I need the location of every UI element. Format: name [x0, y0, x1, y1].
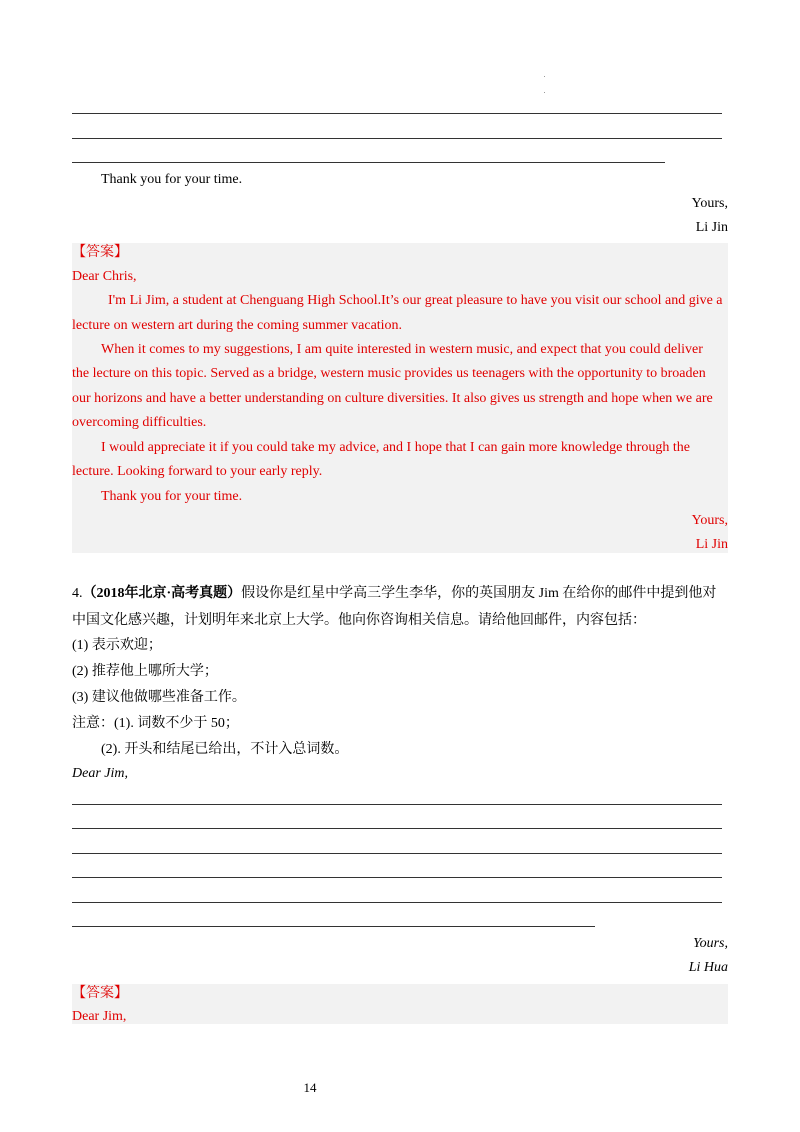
writing-line [72, 877, 722, 878]
answer-greeting: Dear Jim, [72, 1009, 127, 1024]
question-item: (3) 建议他做哪些准备工作。 [72, 690, 246, 705]
question-stem [72, 584, 716, 604]
answer-greeting: Dear Chris, [72, 269, 137, 284]
question-stem-text: 假设你是红星中学高三学生李华，你的英国朋友 Jim 在给你的邮件中提到他对 [241, 586, 717, 601]
answer-sign-off: Yours, [691, 513, 728, 528]
question-item: (2) 推荐他上哪所大学； [72, 664, 218, 679]
answer-paragraph-line: When it comes to my suggestions, I am quite interested in western music, and expect that you could deliver [101, 342, 703, 357]
letter-greeting: Dear Jim, [72, 766, 128, 781]
closing-name: Li Jin [695, 220, 728, 235]
writing-line [72, 853, 722, 854]
writing-line [72, 138, 722, 139]
answer-paragraph-line: lecture. Looking forward to your early reply. [72, 464, 323, 479]
answer-paragraph-line: lecture on western art during the coming summer vacation. [72, 318, 403, 333]
letter-sign-off: Yours, [693, 936, 728, 951]
letter-name: Li Hua [688, 960, 728, 975]
answer-paragraph-line: I would appreciate it if you could take my advice, and I hope that I can gain more knowledge through the [101, 440, 690, 455]
answer-paragraph-line: overcoming difficulties. [72, 415, 207, 430]
closing-sign-off: Yours, [691, 196, 728, 211]
question-source: （2018年北京·高考真题） [82, 586, 242, 601]
answer-name: Li Jin [695, 537, 728, 552]
writing-line [72, 926, 595, 927]
question-stem-line: 中国文化感兴趣，计划明年来北京上大学。他向你咨询相关信息。请给他回邮件，内容包括： [72, 613, 646, 628]
answer-paragraph-line: I'm Li Jim, a student at Chenguang High School.It’s our great pleasure to have you visit our school and give a [108, 293, 723, 308]
answer-thanks: Thank you for your time. [101, 489, 243, 504]
writing-line [72, 113, 722, 114]
question-item: (1) 表示欢迎； [72, 638, 162, 653]
closing-thanks: Thank you for your time. [101, 172, 243, 187]
answer-paragraph-line: our horizons and have a better understanding on culture diversities. It also gives us strength and hope when we are [72, 391, 713, 406]
writing-line [72, 902, 722, 903]
page-number: 14 [303, 1080, 317, 1095]
scan-mark [544, 76, 545, 77]
question-note: 注意：(1). 词数不少于 50； [72, 716, 239, 731]
question-number: 4. [72, 586, 83, 601]
answer-label: 【答案】 [72, 245, 128, 260]
answer-paragraph-line: the lecture on this topic. Served as a bridge, western music provides us teenagers with the opportunity to broaden [72, 366, 706, 381]
answer-label: 【答案】 [72, 986, 128, 1001]
writing-line [72, 804, 722, 805]
writing-line [72, 162, 665, 163]
question-note: (2). 开头和结尾已给出，不计入总词数。 [101, 742, 349, 757]
answer-block [72, 984, 728, 1024]
scan-mark [544, 92, 545, 93]
writing-line [72, 828, 722, 829]
